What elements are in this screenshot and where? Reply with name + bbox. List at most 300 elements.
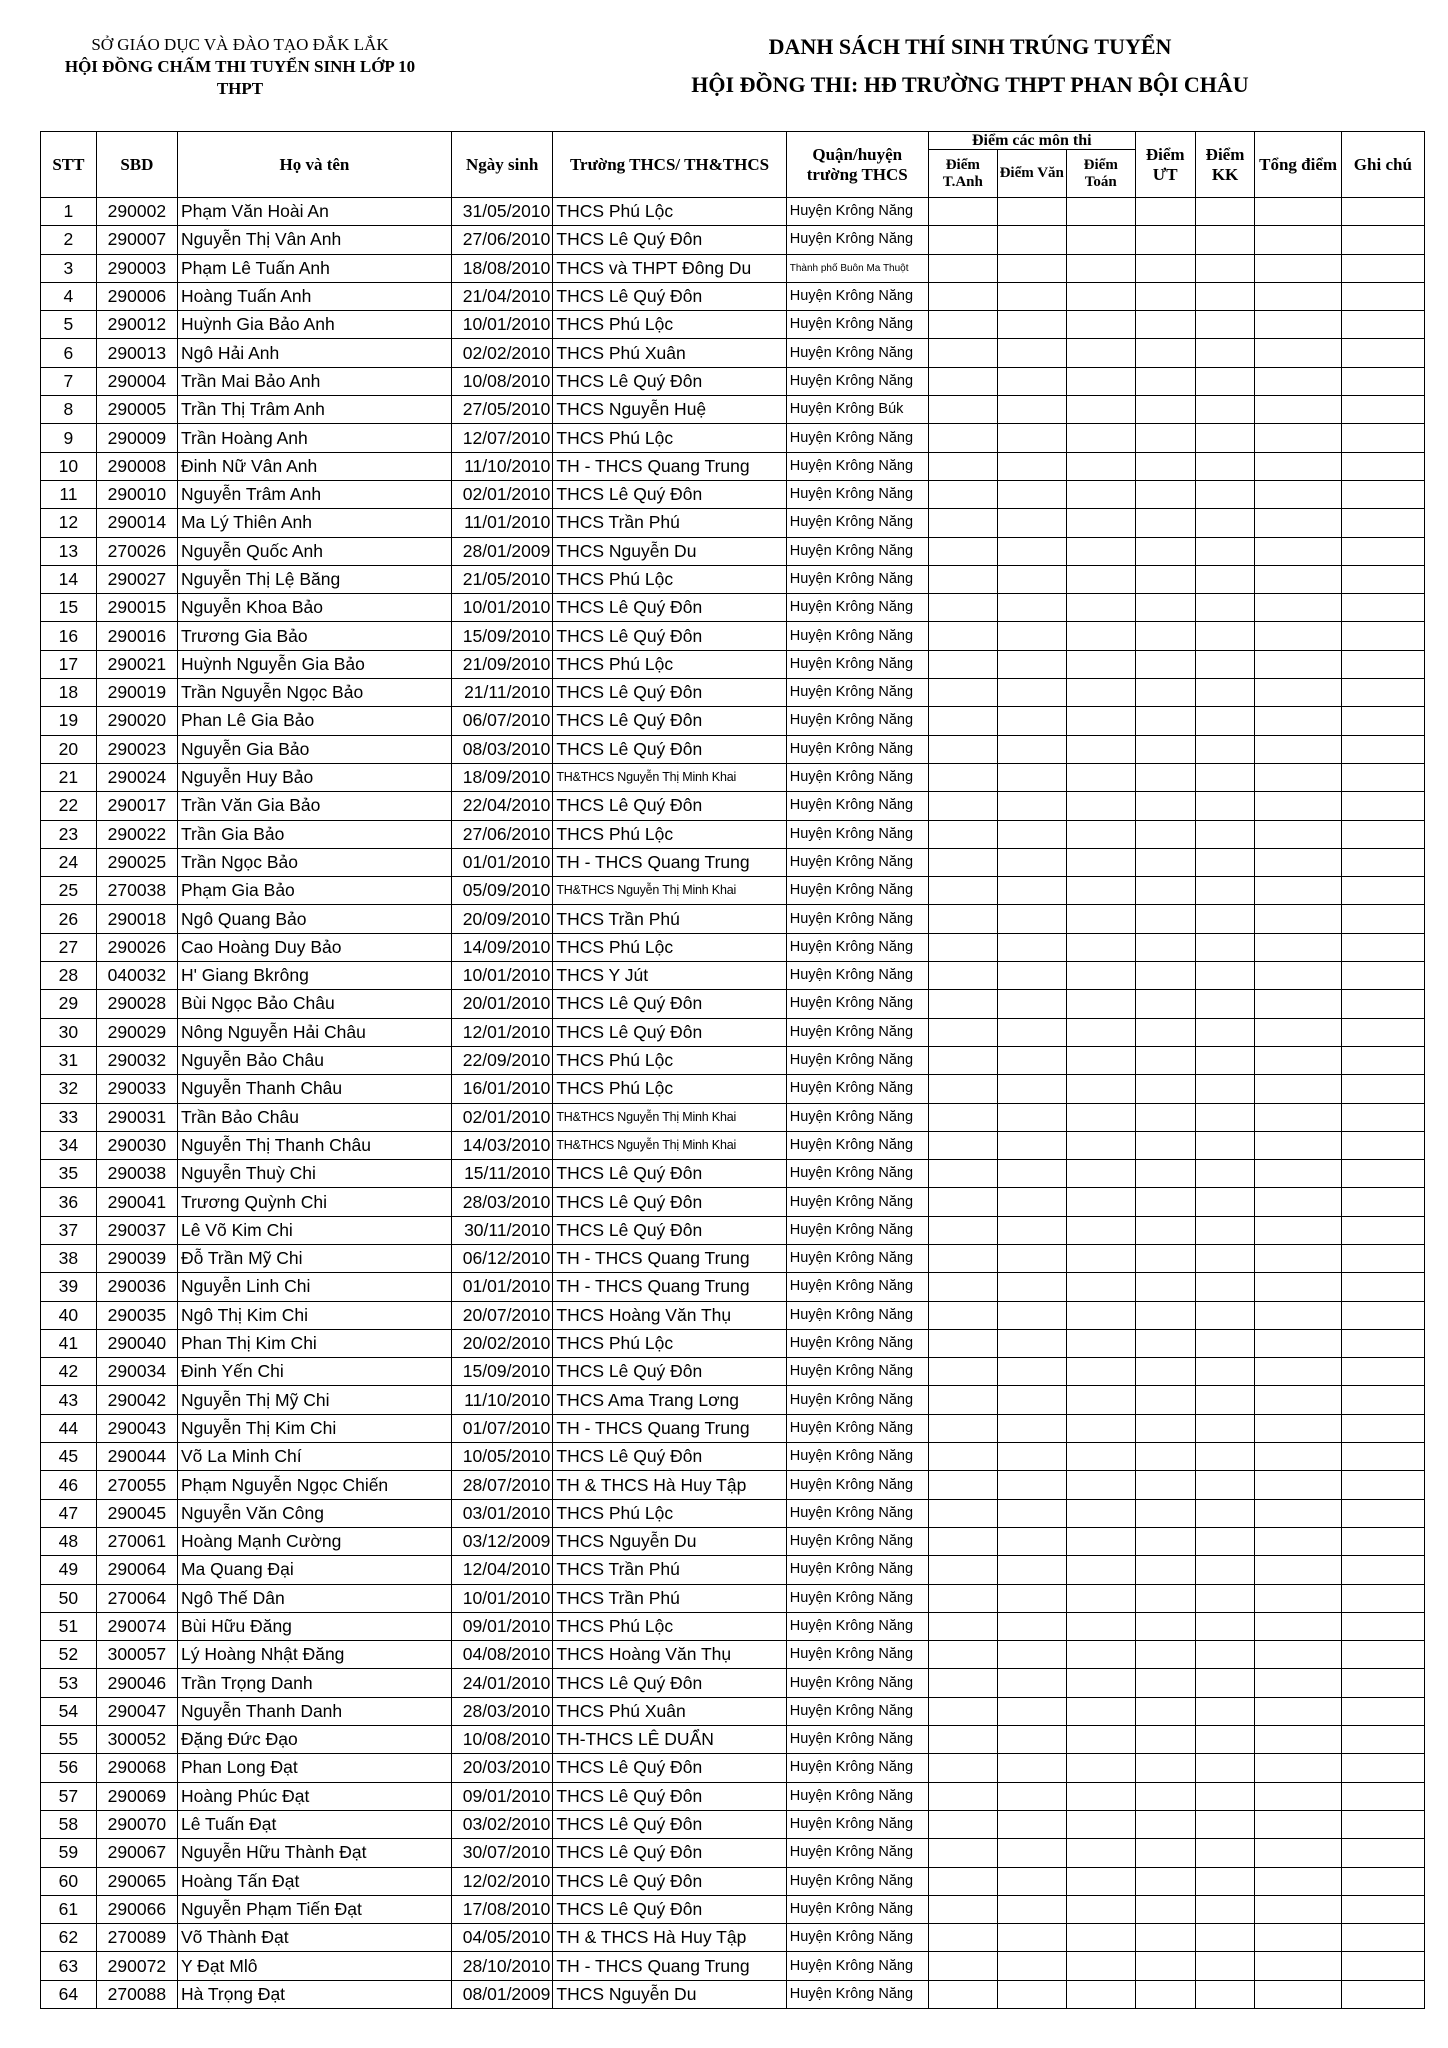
cell-note bbox=[1341, 1018, 1424, 1046]
cell-score-english bbox=[928, 1839, 997, 1867]
table-row bbox=[41, 1329, 1425, 1357]
cell-dob: 20/01/2010 bbox=[451, 990, 552, 1018]
cell-note bbox=[1341, 1358, 1424, 1386]
cell-note bbox=[1341, 1556, 1424, 1584]
cell-stt: 59 bbox=[41, 1839, 97, 1867]
cell-priority bbox=[1135, 679, 1195, 707]
cell-school: THCS Lê Quý Đôn bbox=[553, 1867, 786, 1895]
cell-score-math bbox=[1066, 1160, 1135, 1188]
cell-dob: 27/06/2010 bbox=[451, 820, 552, 848]
cell-priority bbox=[1135, 1669, 1195, 1697]
cell-score-math bbox=[1066, 537, 1135, 565]
cell-district: Huyện Krông Năng bbox=[786, 424, 928, 452]
cell-priority bbox=[1135, 1726, 1195, 1754]
cell-priority bbox=[1135, 367, 1195, 395]
cell-name: Nguyễn Khoa Bảo bbox=[177, 594, 451, 622]
cell-name: Nguyễn Thuỳ Chi bbox=[177, 1160, 451, 1188]
cell-name: Nguyễn Bảo Châu bbox=[177, 1046, 451, 1074]
cell-sbd: 290070 bbox=[96, 1810, 177, 1838]
cell-score-math bbox=[1066, 1754, 1135, 1782]
cell-dob: 28/10/2010 bbox=[451, 1952, 552, 1980]
cell-total bbox=[1255, 282, 1341, 310]
cell-name: Phan Thị Kim Chi bbox=[177, 1329, 451, 1357]
table-row bbox=[41, 1782, 1425, 1810]
cell-total bbox=[1255, 1414, 1341, 1442]
cell-district: Huyện Krông Năng bbox=[786, 1414, 928, 1442]
cell-note bbox=[1341, 1754, 1424, 1782]
cell-priority bbox=[1135, 1244, 1195, 1272]
cell-total bbox=[1255, 452, 1341, 480]
cell-sbd: 290042 bbox=[96, 1386, 177, 1414]
cell-total bbox=[1255, 537, 1341, 565]
table-row bbox=[41, 480, 1425, 508]
cell-score-english bbox=[928, 1046, 997, 1074]
cell-stt: 16 bbox=[41, 622, 97, 650]
cell-bonus bbox=[1195, 594, 1255, 622]
cell-score-english bbox=[928, 1867, 997, 1895]
cell-district: Huyện Krông Năng bbox=[786, 1131, 928, 1159]
cell-dob: 10/01/2010 bbox=[451, 1584, 552, 1612]
cell-name: Phạm Văn Hoài An bbox=[177, 198, 451, 226]
cell-stt: 52 bbox=[41, 1641, 97, 1669]
cell-priority bbox=[1135, 1329, 1195, 1357]
cell-bonus bbox=[1195, 367, 1255, 395]
cell-score-literature bbox=[997, 1556, 1066, 1584]
cell-note bbox=[1341, 1612, 1424, 1640]
cell-stt: 63 bbox=[41, 1952, 97, 1980]
cell-name: Nguyễn Trâm Anh bbox=[177, 480, 451, 508]
cell-sbd: 290041 bbox=[96, 1188, 177, 1216]
cell-name: Trương Gia Bảo bbox=[177, 622, 451, 650]
cell-stt: 25 bbox=[41, 877, 97, 905]
cell-note bbox=[1341, 1131, 1424, 1159]
cell-priority bbox=[1135, 1867, 1195, 1895]
cell-note bbox=[1341, 1584, 1424, 1612]
table-row bbox=[41, 1895, 1425, 1923]
cell-note bbox=[1341, 1527, 1424, 1555]
cell-sbd: 290043 bbox=[96, 1414, 177, 1442]
cell-dob: 27/05/2010 bbox=[451, 396, 552, 424]
cell-sbd: 290067 bbox=[96, 1839, 177, 1867]
cell-note bbox=[1341, 1244, 1424, 1272]
cell-district: Huyện Krông Năng bbox=[786, 594, 928, 622]
cell-dob: 11/10/2010 bbox=[451, 1386, 552, 1414]
cell-stt: 50 bbox=[41, 1584, 97, 1612]
cell-score-english bbox=[928, 1754, 997, 1782]
cell-school: THCS Lê Quý Đôn bbox=[553, 367, 786, 395]
cell-total bbox=[1255, 877, 1341, 905]
cell-name: Nguyễn Thanh Danh bbox=[177, 1697, 451, 1725]
cell-score-literature bbox=[997, 1244, 1066, 1272]
cell-name: Phan Long Đạt bbox=[177, 1754, 451, 1782]
cell-note bbox=[1341, 1782, 1424, 1810]
cell-stt: 27 bbox=[41, 933, 97, 961]
cell-score-math bbox=[1066, 1527, 1135, 1555]
cell-stt: 19 bbox=[41, 707, 97, 735]
cell-bonus bbox=[1195, 1103, 1255, 1131]
cell-name: Trương Quỳnh Chi bbox=[177, 1188, 451, 1216]
cell-district: Huyện Krông Năng bbox=[786, 1103, 928, 1131]
cell-score-english bbox=[928, 1726, 997, 1754]
issuer-header bbox=[40, 34, 440, 100]
cell-note bbox=[1341, 820, 1424, 848]
cell-stt: 49 bbox=[41, 1556, 97, 1584]
table-row bbox=[41, 1103, 1425, 1131]
cell-score-english bbox=[928, 820, 997, 848]
cell-name: Phạm Lê Tuấn Anh bbox=[177, 254, 451, 282]
cell-district: Huyện Krông Năng bbox=[786, 1924, 928, 1952]
cell-school: THCS Phú Xuân bbox=[553, 1697, 786, 1725]
cell-priority bbox=[1135, 1075, 1195, 1103]
cell-sbd: 290036 bbox=[96, 1273, 177, 1301]
cell-note bbox=[1341, 1329, 1424, 1357]
cell-district: Huyện Krông Năng bbox=[786, 1980, 928, 2008]
cell-score-literature bbox=[997, 1216, 1066, 1244]
cell-priority bbox=[1135, 1556, 1195, 1584]
cell-score-english bbox=[928, 254, 997, 282]
cell-total bbox=[1255, 1839, 1341, 1867]
cell-score-english bbox=[928, 679, 997, 707]
cell-bonus bbox=[1195, 1414, 1255, 1442]
cell-sbd: 290014 bbox=[96, 509, 177, 537]
cell-sbd: 290008 bbox=[96, 452, 177, 480]
cell-dob: 28/03/2010 bbox=[451, 1188, 552, 1216]
cell-note bbox=[1341, 679, 1424, 707]
cell-school: THCS Lê Quý Đôn bbox=[553, 594, 786, 622]
cell-note bbox=[1341, 848, 1424, 876]
cell-sbd: 290034 bbox=[96, 1358, 177, 1386]
cell-stt: 32 bbox=[41, 1075, 97, 1103]
cell-score-english bbox=[928, 962, 997, 990]
cell-stt: 30 bbox=[41, 1018, 97, 1046]
cell-score-english bbox=[928, 565, 997, 593]
table-row bbox=[41, 1669, 1425, 1697]
cell-total bbox=[1255, 1924, 1341, 1952]
cell-score-literature bbox=[997, 1584, 1066, 1612]
col-header-note: Ghi chú bbox=[1341, 132, 1424, 198]
cell-stt: 6 bbox=[41, 339, 97, 367]
cell-bonus bbox=[1195, 1924, 1255, 1952]
cell-dob: 27/06/2010 bbox=[451, 226, 552, 254]
cell-score-math bbox=[1066, 707, 1135, 735]
cell-sbd: 290017 bbox=[96, 792, 177, 820]
cell-total bbox=[1255, 1386, 1341, 1414]
cell-stt: 22 bbox=[41, 792, 97, 820]
cell-score-literature bbox=[997, 735, 1066, 763]
table-row bbox=[41, 339, 1425, 367]
cell-school: THCS Phú Lộc bbox=[553, 1046, 786, 1074]
cell-district: Huyện Krông Năng bbox=[786, 848, 928, 876]
cell-score-english bbox=[928, 1810, 997, 1838]
cell-sbd: 290038 bbox=[96, 1160, 177, 1188]
cell-total bbox=[1255, 480, 1341, 508]
cell-note bbox=[1341, 1103, 1424, 1131]
cell-note bbox=[1341, 763, 1424, 791]
cell-note bbox=[1341, 480, 1424, 508]
cell-bonus bbox=[1195, 1641, 1255, 1669]
table-row bbox=[41, 1697, 1425, 1725]
cell-name: Ma Quang Đại bbox=[177, 1556, 451, 1584]
cell-score-english bbox=[928, 1443, 997, 1471]
cell-district: Huyện Krông Năng bbox=[786, 990, 928, 1018]
table-row bbox=[41, 1839, 1425, 1867]
cell-school: TH - THCS Quang Trung bbox=[553, 1952, 786, 1980]
table-row bbox=[41, 1075, 1425, 1103]
cell-score-math bbox=[1066, 1584, 1135, 1612]
cell-score-english bbox=[928, 367, 997, 395]
cell-school: THCS Trần Phú bbox=[553, 1556, 786, 1584]
cell-bonus bbox=[1195, 311, 1255, 339]
cell-stt: 13 bbox=[41, 537, 97, 565]
table-row bbox=[41, 565, 1425, 593]
cell-stt: 4 bbox=[41, 282, 97, 310]
cell-name: Nguyễn Văn Công bbox=[177, 1499, 451, 1527]
cell-bonus bbox=[1195, 537, 1255, 565]
cell-name: H' Giang Bkrông bbox=[177, 962, 451, 990]
cell-score-literature bbox=[997, 1810, 1066, 1838]
cell-dob: 17/08/2010 bbox=[451, 1895, 552, 1923]
cell-dob: 22/04/2010 bbox=[451, 792, 552, 820]
cell-dob: 18/08/2010 bbox=[451, 254, 552, 282]
cell-priority bbox=[1135, 848, 1195, 876]
cell-bonus bbox=[1195, 1358, 1255, 1386]
cell-school: THCS Trần Phú bbox=[553, 1584, 786, 1612]
cell-note bbox=[1341, 1810, 1424, 1838]
cell-bonus bbox=[1195, 1386, 1255, 1414]
cell-score-english bbox=[928, 1584, 997, 1612]
cell-stt: 18 bbox=[41, 679, 97, 707]
cell-stt: 44 bbox=[41, 1414, 97, 1442]
cell-score-literature bbox=[997, 226, 1066, 254]
cell-total bbox=[1255, 1499, 1341, 1527]
cell-name: Võ Thành Đạt bbox=[177, 1924, 451, 1952]
cell-dob: 24/01/2010 bbox=[451, 1669, 552, 1697]
cell-total bbox=[1255, 1188, 1341, 1216]
cell-score-english bbox=[928, 282, 997, 310]
table-row bbox=[41, 1641, 1425, 1669]
cell-note bbox=[1341, 1386, 1424, 1414]
cell-stt: 64 bbox=[41, 1980, 97, 2008]
cell-stt: 12 bbox=[41, 509, 97, 537]
council-name: HỘI ĐỒNG CHẤM THI TUYỂN SINH LỚP 10 bbox=[64, 57, 416, 76]
cell-stt: 5 bbox=[41, 311, 97, 339]
cell-district: Huyện Krông Năng bbox=[786, 650, 928, 678]
cell-priority bbox=[1135, 1697, 1195, 1725]
cell-score-literature bbox=[997, 763, 1066, 791]
cell-stt: 57 bbox=[41, 1782, 97, 1810]
cell-priority bbox=[1135, 1754, 1195, 1782]
cell-district: Huyện Krông Năng bbox=[786, 1075, 928, 1103]
col-header-dob: Ngày sinh bbox=[451, 132, 552, 198]
cell-bonus bbox=[1195, 1754, 1255, 1782]
col-header-literature: Điểm Văn bbox=[997, 150, 1066, 198]
cell-sbd: 290039 bbox=[96, 1244, 177, 1272]
cell-sbd: 290035 bbox=[96, 1301, 177, 1329]
cell-name: Lê Võ Kim Chi bbox=[177, 1216, 451, 1244]
cell-dob: 28/01/2009 bbox=[451, 537, 552, 565]
cell-school: TH - THCS Quang Trung bbox=[553, 1273, 786, 1301]
cell-district: Huyện Krông Năng bbox=[786, 565, 928, 593]
cell-district: Huyện Krông Năng bbox=[786, 339, 928, 367]
cell-total bbox=[1255, 1697, 1341, 1725]
cell-priority bbox=[1135, 735, 1195, 763]
cell-school: THCS Lê Quý Đôn bbox=[553, 707, 786, 735]
cell-sbd: 300052 bbox=[96, 1726, 177, 1754]
cell-score-literature bbox=[997, 565, 1066, 593]
cell-name: Võ La Minh Chí bbox=[177, 1443, 451, 1471]
cell-school: THCS Lê Quý Đôn bbox=[553, 990, 786, 1018]
cell-score-english bbox=[928, 1471, 997, 1499]
cell-note bbox=[1341, 933, 1424, 961]
table-row bbox=[41, 1131, 1425, 1159]
cell-name: Nguyễn Thị Vân Anh bbox=[177, 226, 451, 254]
cell-score-literature bbox=[997, 990, 1066, 1018]
cell-note bbox=[1341, 1046, 1424, 1074]
cell-total bbox=[1255, 792, 1341, 820]
cell-stt: 2 bbox=[41, 226, 97, 254]
cell-dob: 30/07/2010 bbox=[451, 1839, 552, 1867]
cell-priority bbox=[1135, 1810, 1195, 1838]
cell-sbd: 290009 bbox=[96, 424, 177, 452]
cell-score-literature bbox=[997, 1952, 1066, 1980]
cell-sbd: 290023 bbox=[96, 735, 177, 763]
cell-dob: 21/05/2010 bbox=[451, 565, 552, 593]
cell-priority bbox=[1135, 1018, 1195, 1046]
cell-score-literature bbox=[997, 537, 1066, 565]
cell-score-math bbox=[1066, 311, 1135, 339]
table-row bbox=[41, 962, 1425, 990]
cell-priority bbox=[1135, 480, 1195, 508]
col-header-stt: STT bbox=[41, 132, 97, 198]
table-row bbox=[41, 1273, 1425, 1301]
cell-district: Huyện Krông Năng bbox=[786, 820, 928, 848]
cell-dob: 04/08/2010 bbox=[451, 1641, 552, 1669]
cell-school: TH&THCS Nguyễn Thị Minh Khai bbox=[553, 1103, 786, 1131]
table-row bbox=[41, 1527, 1425, 1555]
cell-score-math bbox=[1066, 1726, 1135, 1754]
cell-priority bbox=[1135, 1895, 1195, 1923]
cell-priority bbox=[1135, 1273, 1195, 1301]
table-row bbox=[41, 1386, 1425, 1414]
table-row bbox=[41, 537, 1425, 565]
cell-score-english bbox=[928, 763, 997, 791]
cell-score-english bbox=[928, 735, 997, 763]
table-row bbox=[41, 1216, 1425, 1244]
cell-district: Huyện Krông Năng bbox=[786, 905, 928, 933]
col-header-english: Điểm T.Anh bbox=[928, 150, 997, 198]
cell-score-literature bbox=[997, 367, 1066, 395]
cell-score-math bbox=[1066, 990, 1135, 1018]
cell-name: Nguyễn Thị Mỹ Chi bbox=[177, 1386, 451, 1414]
table-row bbox=[41, 198, 1425, 226]
cell-school: THCS Nguyễn Du bbox=[553, 537, 786, 565]
table-row bbox=[41, 792, 1425, 820]
council-name-cont: THPT bbox=[216, 79, 264, 98]
cell-score-math bbox=[1066, 679, 1135, 707]
cell-school: THCS Phú Lộc bbox=[553, 933, 786, 961]
cell-score-math bbox=[1066, 1867, 1135, 1895]
cell-score-literature bbox=[997, 1980, 1066, 2008]
cell-score-literature bbox=[997, 1754, 1066, 1782]
cell-score-english bbox=[928, 933, 997, 961]
cell-note bbox=[1341, 1980, 1424, 2008]
cell-dob: 01/01/2010 bbox=[451, 848, 552, 876]
cell-sbd: 270089 bbox=[96, 1924, 177, 1952]
table-row bbox=[41, 1754, 1425, 1782]
cell-school: THCS Phú Lộc bbox=[553, 1075, 786, 1103]
cell-name: Nguyễn Thị Lệ Băng bbox=[177, 565, 451, 593]
cell-score-english bbox=[928, 1414, 997, 1442]
cell-sbd: 290006 bbox=[96, 282, 177, 310]
cell-priority bbox=[1135, 1612, 1195, 1640]
document-subtitle: HỘI ĐỒNG THI: HĐ TRƯỜNG THPT PHAN BỘI CHÂU bbox=[691, 72, 1249, 97]
cell-district: Huyện Krông Năng bbox=[786, 1782, 928, 1810]
cell-bonus bbox=[1195, 198, 1255, 226]
cell-total bbox=[1255, 650, 1341, 678]
cell-priority bbox=[1135, 1924, 1195, 1952]
cell-total bbox=[1255, 367, 1341, 395]
cell-score-math bbox=[1066, 1018, 1135, 1046]
cell-note bbox=[1341, 509, 1424, 537]
cell-district: Huyện Krông Năng bbox=[786, 1527, 928, 1555]
cell-district: Huyện Krông Năng bbox=[786, 1697, 928, 1725]
cell-score-math bbox=[1066, 1669, 1135, 1697]
cell-priority bbox=[1135, 339, 1195, 367]
cell-score-math bbox=[1066, 905, 1135, 933]
cell-name: Trần Mai Bảo Anh bbox=[177, 367, 451, 395]
cell-priority bbox=[1135, 905, 1195, 933]
cell-note bbox=[1341, 1471, 1424, 1499]
cell-stt: 14 bbox=[41, 565, 97, 593]
cell-dob: 12/01/2010 bbox=[451, 1018, 552, 1046]
cell-score-english bbox=[928, 311, 997, 339]
table-row bbox=[41, 509, 1425, 537]
cell-score-literature bbox=[997, 1726, 1066, 1754]
cell-name: Ngô Hải Anh bbox=[177, 339, 451, 367]
cell-school: THCS Lê Quý Đôn bbox=[553, 1782, 786, 1810]
cell-dob: 14/03/2010 bbox=[451, 1131, 552, 1159]
cell-stt: 34 bbox=[41, 1131, 97, 1159]
cell-priority bbox=[1135, 1980, 1195, 2008]
cell-score-english bbox=[928, 509, 997, 537]
table-row bbox=[41, 1018, 1425, 1046]
cell-bonus bbox=[1195, 1669, 1255, 1697]
cell-sbd: 290025 bbox=[96, 848, 177, 876]
cell-bonus bbox=[1195, 1895, 1255, 1923]
cell-total bbox=[1255, 1046, 1341, 1074]
cell-priority bbox=[1135, 792, 1195, 820]
cell-priority bbox=[1135, 254, 1195, 282]
cell-score-english bbox=[928, 1329, 997, 1357]
cell-score-literature bbox=[997, 1018, 1066, 1046]
cell-school: THCS Phú Lộc bbox=[553, 1499, 786, 1527]
cell-note bbox=[1341, 594, 1424, 622]
cell-score-literature bbox=[997, 1697, 1066, 1725]
cell-bonus bbox=[1195, 707, 1255, 735]
cell-score-literature bbox=[997, 1046, 1066, 1074]
cell-score-math bbox=[1066, 962, 1135, 990]
cell-district: Huyện Krông Năng bbox=[786, 1556, 928, 1584]
cell-school: TH - THCS Quang Trung bbox=[553, 1414, 786, 1442]
cell-score-literature bbox=[997, 452, 1066, 480]
cell-total bbox=[1255, 1980, 1341, 2008]
cell-score-math bbox=[1066, 1358, 1135, 1386]
cell-sbd: 270038 bbox=[96, 877, 177, 905]
cell-district: Huyện Krông Năng bbox=[786, 1584, 928, 1612]
cell-bonus bbox=[1195, 1046, 1255, 1074]
cell-score-literature bbox=[997, 254, 1066, 282]
cell-dob: 20/07/2010 bbox=[451, 1301, 552, 1329]
